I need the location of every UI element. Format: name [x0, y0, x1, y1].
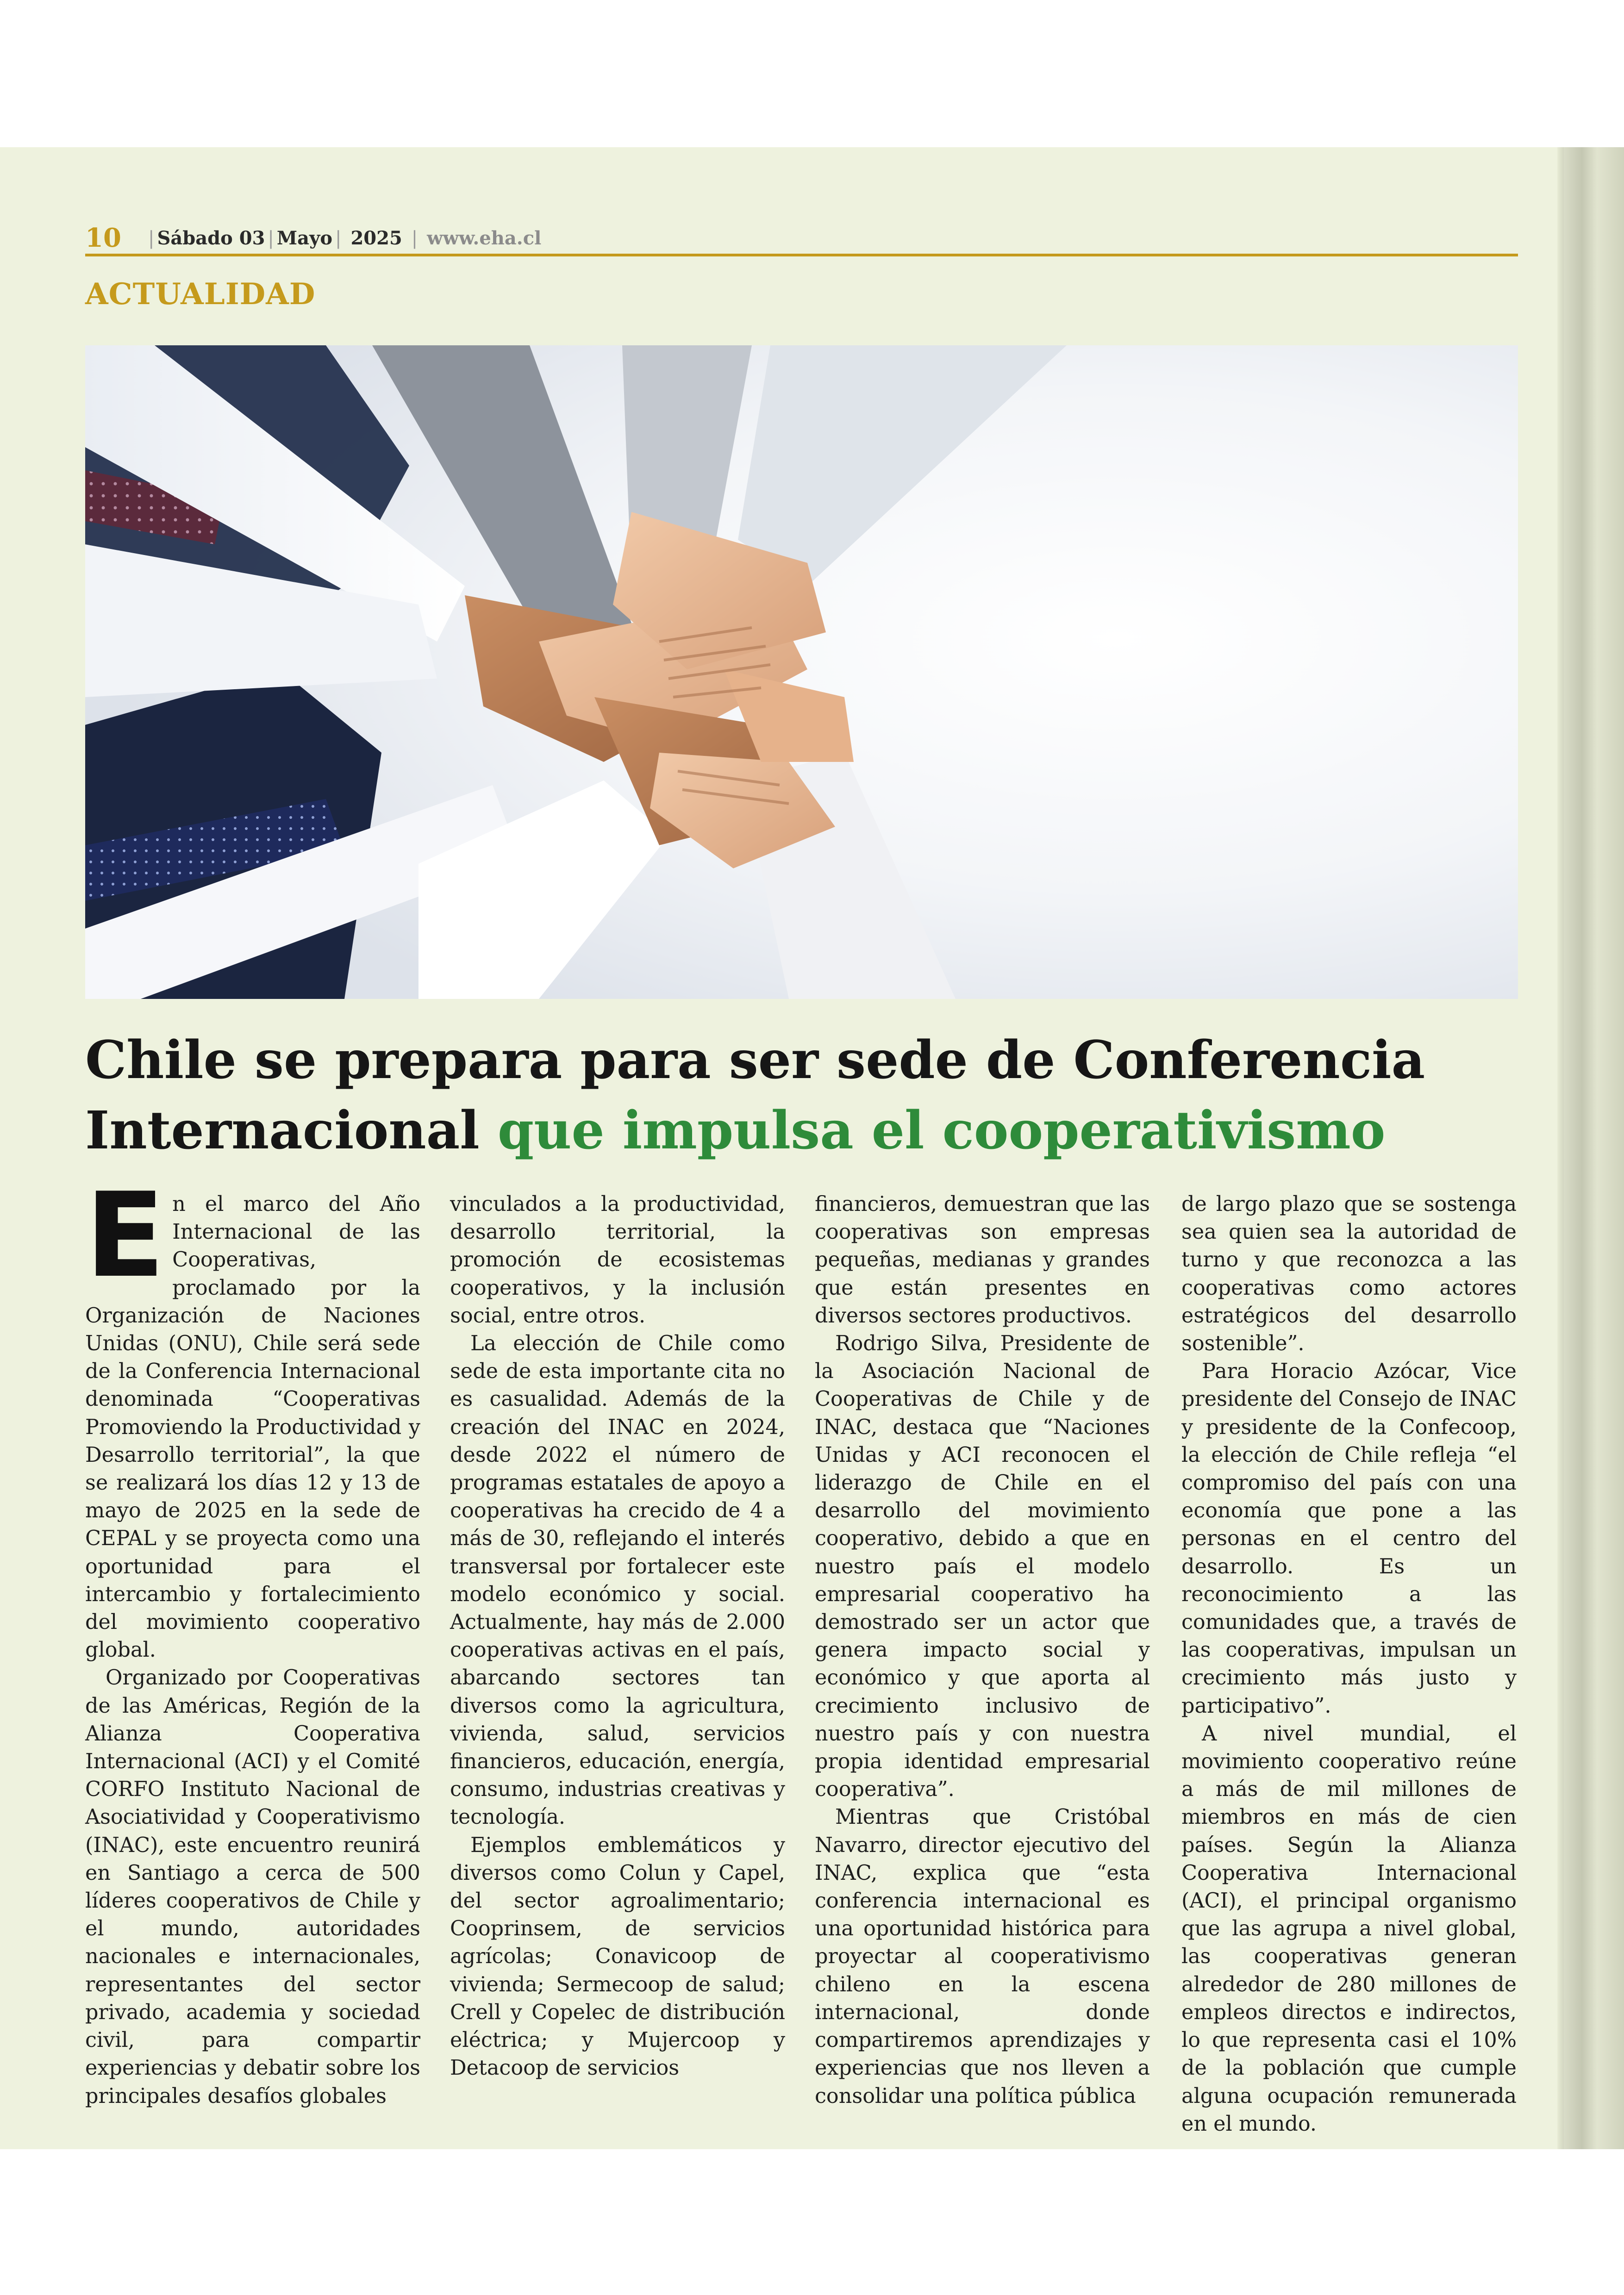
headline-highlight: que impulsa el cooperativismo — [497, 1100, 1386, 1161]
issue-day: Sábado 03 — [157, 227, 265, 249]
stacked-hands-image — [85, 345, 1518, 999]
article-column-2 — [450, 1191, 785, 2083]
paragraph: financieros, demuestran que las cooperativas son empresas pequeñas, medianas y grandes que están presentes en diversos sectores productivos. — [815, 1192, 1150, 1328]
article-headline — [85, 1025, 1543, 1166]
article-column-4 — [1181, 1191, 1517, 2138]
article-photo — [85, 345, 1518, 999]
headline-main: Chile se prepara para ser sede de Conferencia Internacional — [85, 1030, 1425, 1161]
drop-cap: E — [85, 1168, 165, 1303]
paragraph: La elección de Chile como sede de esta importante cita no es casualidad. Además de la creación del INAC en 2024, desde 2022 el número de programas estatales de apoyo a cooperativas ha crecido de 4 a más de 30, reflejando el interés transversal por fortalecer este modelo económico y social. Actualmente, hay más de 2.000 cooperativas activas en el país, abarcando sectores tan diversos como la agricultura, vivienda, salud, servicios financieros, educación, energía, consumo, industrias creativas y tecnología. — [450, 1332, 785, 1829]
header-rule — [85, 254, 1518, 256]
page-edge-shadow — [1564, 147, 1624, 2149]
paragraph: Ejemplos emblemáticos y diversos como Colun y Capel, del sector agroalimentario; Cooprinsem, de servicios agrícolas; Conavicoop de vivienda; Sermecoop de salud; Crell y Copelec de distribución eléctrica; y Mujercoop y Detacoop de servicios — [450, 1833, 785, 2080]
article-column-3 — [815, 1191, 1150, 2110]
article-column-1 — [85, 1168, 420, 2110]
paragraph: Organizado por Cooperativas de las Américas, Región de la Alianza Cooperativa Internacional (ACI) y el Comité CORFO Instituto Nacional de Asociatividad y Cooperativismo (INAC), este encuentro reunirá en Santiago a cerca de 500 líderes cooperativos de Chile y el mundo, autoridades nacionales e internacionales, representantes del sector privado, academia y sociedad civil, para compartir experiencias y debatir sobre los principales desafíos globales — [85, 1666, 420, 2108]
page-fold-shadow — [1557, 147, 1564, 2149]
paragraph: En el marco del Año Internacional de las Cooperativas, proclamado por la Organización de Naciones Unidas (ONU), Chile será sede de la Conferencia Internacional denominada “Cooperativas Promoviendo la Productividad y Desarrollo territorial”, la que se realizará los días 12 y 13 de mayo de 2025 en la sede de CEPAL y se proyecta como una oportunidad para el intercambio y fortalecimiento del movimiento cooperativo global. — [85, 1168, 420, 1662]
issue-year: 2025 — [350, 227, 402, 249]
paragraph: A nivel mundial, el movimiento cooperativo reúne a más de mil millones de miembros en más de cien países. Según la Alianza Cooperativa Internacional (ACI), el principal organismo que las agrupa a nivel global, las cooperativas generan alrededor de 280 millones de empleos directos e indirectos, lo que representa casi el 10% de la población que cumple alguna ocupación remunerada en el mundo. — [1181, 1721, 1517, 2136]
page-header — [85, 221, 1518, 255]
paragraph: Para Horacio Azócar, Vice presidente del Consejo de INAC y presidente de la Confecoop, la elección de Chile refleja “el compromiso del país con una economía que pone a las personas en el centro del desarrollo. Es un reconocimiento a las comunidades que, a través de las cooperativas, impulsan un crecimiento más justo y participativo”. — [1181, 1360, 1517, 1718]
issue-month: Mayo — [276, 227, 333, 249]
paragraph: vinculados a la productividad, desarrollo territorial, la promoción de ecosistemas cooperativos, y la inclusión social, entre otros. — [450, 1192, 785, 1328]
page-number: 10 — [85, 223, 121, 253]
website-url: www.eha.cl — [427, 227, 542, 249]
paragraph: Mientras que Cristóbal Navarro, director ejecutivo del INAC, explica que “esta conferencia internacional es una oportunidad histórica para proyectar al cooperativismo chileno en la escena internacional, donde compartiremos aprendizajes y experiencias que nos lleven a consolidar una política pública — [815, 1805, 1150, 2108]
issue-date: | Sábado 03 | Mayo | 2025 | www.eha.cl — [148, 227, 542, 249]
section-label: ACTUALIDAD — [85, 277, 316, 312]
paragraph: de largo plazo que se sostenga sea quien sea la autoridad de turno y que reconozca a las cooperativas como actores estratégicos del desarrollo sostenible”. — [1181, 1192, 1517, 1356]
paragraph: Rodrigo Silva, Presidente de la Asociación Nacional de Cooperativas de Chile y de INAC, destaca que “Naciones Unidas y ACI reconocen el liderazgo de Chile en el desarrollo del movimiento cooperativo, debido a que en nuestro país el modelo empresarial cooperativo ha demostrado ser un actor que genera impacto social y económico y que aporta al crecimiento inclusivo de nuestro país y con nuestra propia identidad empresarial cooperativa”. — [815, 1332, 1150, 1802]
